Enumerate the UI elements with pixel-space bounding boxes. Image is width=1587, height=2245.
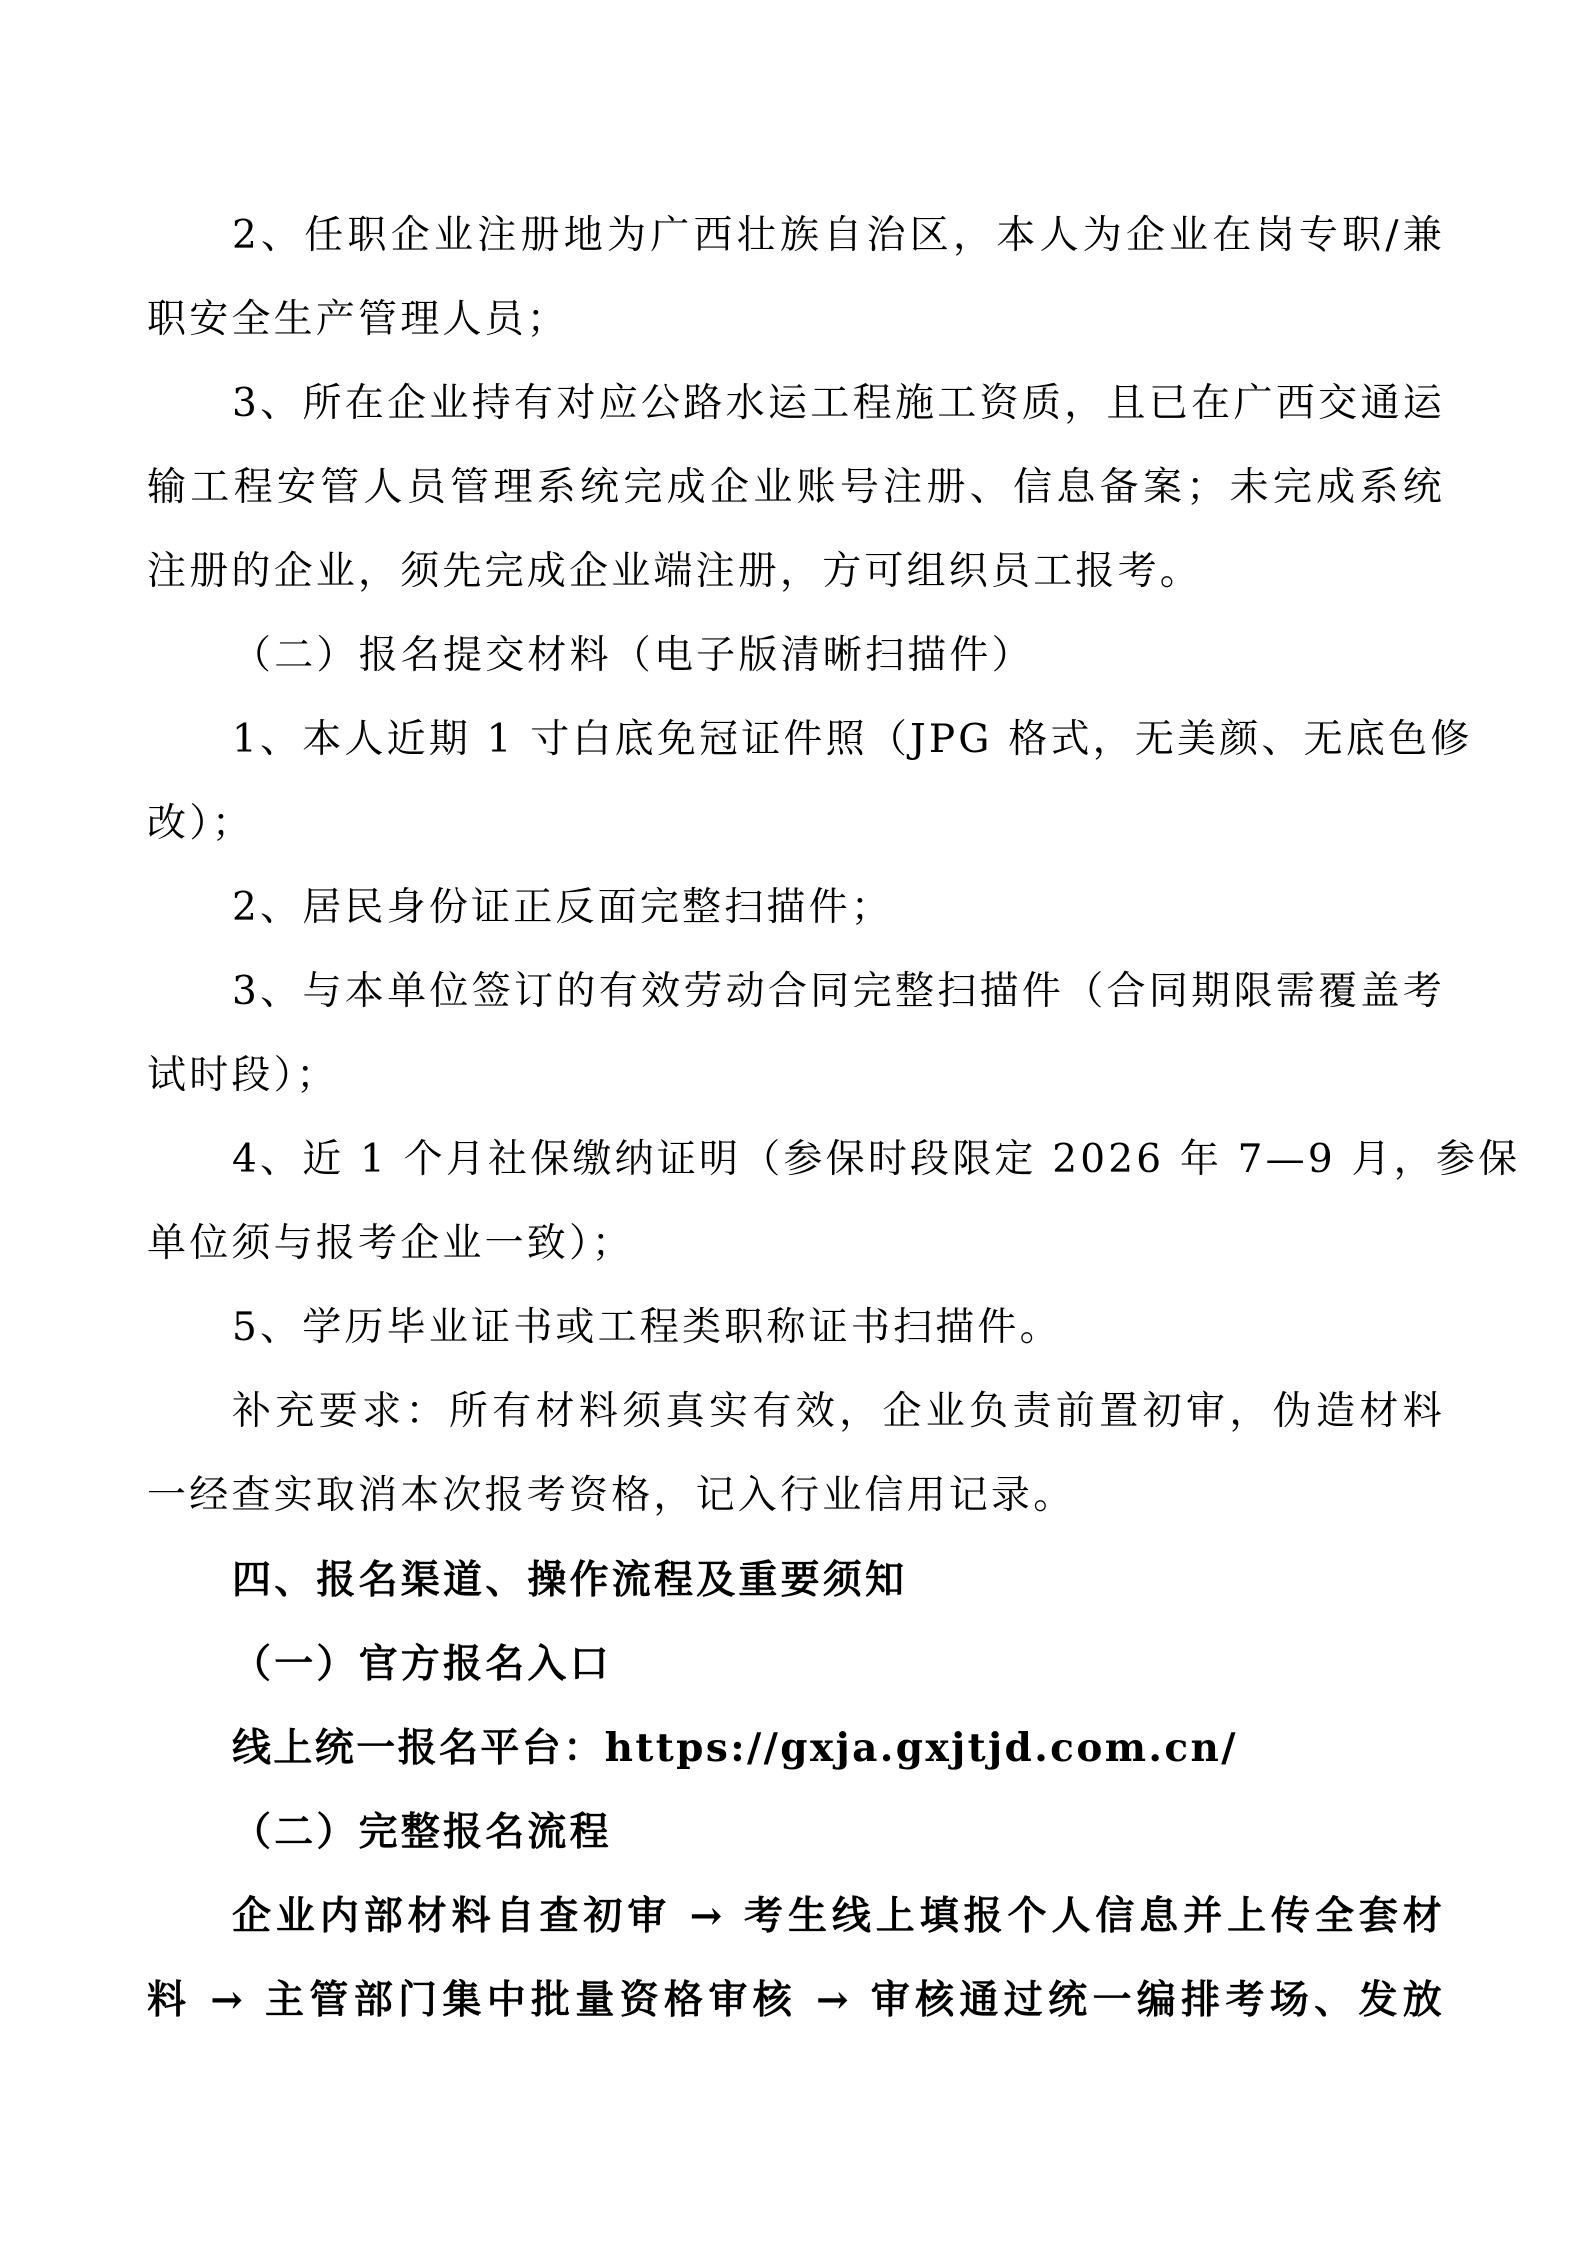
- paragraph-line: 注册的企业，须先完成企业端注册，方可组织员工报考。: [147, 549, 1203, 594]
- paragraph-line: 改）；: [147, 801, 255, 846]
- paragraph-line: 1、本人近期 1 寸白底免冠证件照（JPG 格式，无美颜、无底色修: [232, 717, 1473, 762]
- paragraph-line: 3、所在企业持有对应公路水运工程施工资质，且已在广西交通运: [232, 381, 1445, 426]
- paragraph-line: 2、居民身份证正反面完整扫描件；: [232, 885, 894, 930]
- section-subheading: （二）报名提交材料（电子版清晰扫描件）: [232, 633, 1034, 678]
- paragraph-line: 试时段）；: [147, 1053, 339, 1098]
- paragraph-line: 5、学历毕业证书或工程类职称证书扫描件。: [232, 1305, 1062, 1350]
- paragraph-line: 补充要求：所有材料须真实有效，企业负责前置初审，伪造材料: [232, 1389, 1445, 1434]
- paragraph-line: 2、任职企业注册地为广西壮族自治区，本人为企业在岗专职/兼: [232, 213, 1445, 258]
- section-subheading: （一）官方报名入口: [232, 1641, 612, 1687]
- registration-platform-line: 线上统一报名平台：https://gxja.gxjtjd.com.cn/: [232, 1725, 1238, 1771]
- paragraph-line: 3、与本单位签订的有效劳动合同完整扫描件（合同期限需覆盖考: [232, 969, 1445, 1014]
- section-subheading: （二）完整报名流程: [232, 1809, 612, 1855]
- paragraph-line: 输工程安管人员管理系统完成企业账号注册、信息备案；未完成系统: [147, 465, 1445, 510]
- paragraph-line: 单位须与报考企业一致）；: [147, 1221, 634, 1266]
- process-flow-line: 料 → 主管部门集中批量资格审核 → 审核通过统一编排考场、发放: [147, 1977, 1445, 2023]
- paragraph-line: 职安全生产管理人员；: [147, 297, 570, 342]
- paragraph-line: 一经查实取消本次报考资格，记入行业信用记录。: [147, 1473, 1076, 1518]
- paragraph-line: 4、近 1 个月社保缴纳证明（参保时段限定 2026 年 7—9 月，参保: [232, 1137, 1521, 1182]
- process-flow-line: 企业内部材料自查初审 → 考生线上填报个人信息并上传全套材: [232, 1893, 1445, 1939]
- section-heading: 四、报名渠道、操作流程及重要须知: [232, 1557, 908, 1603]
